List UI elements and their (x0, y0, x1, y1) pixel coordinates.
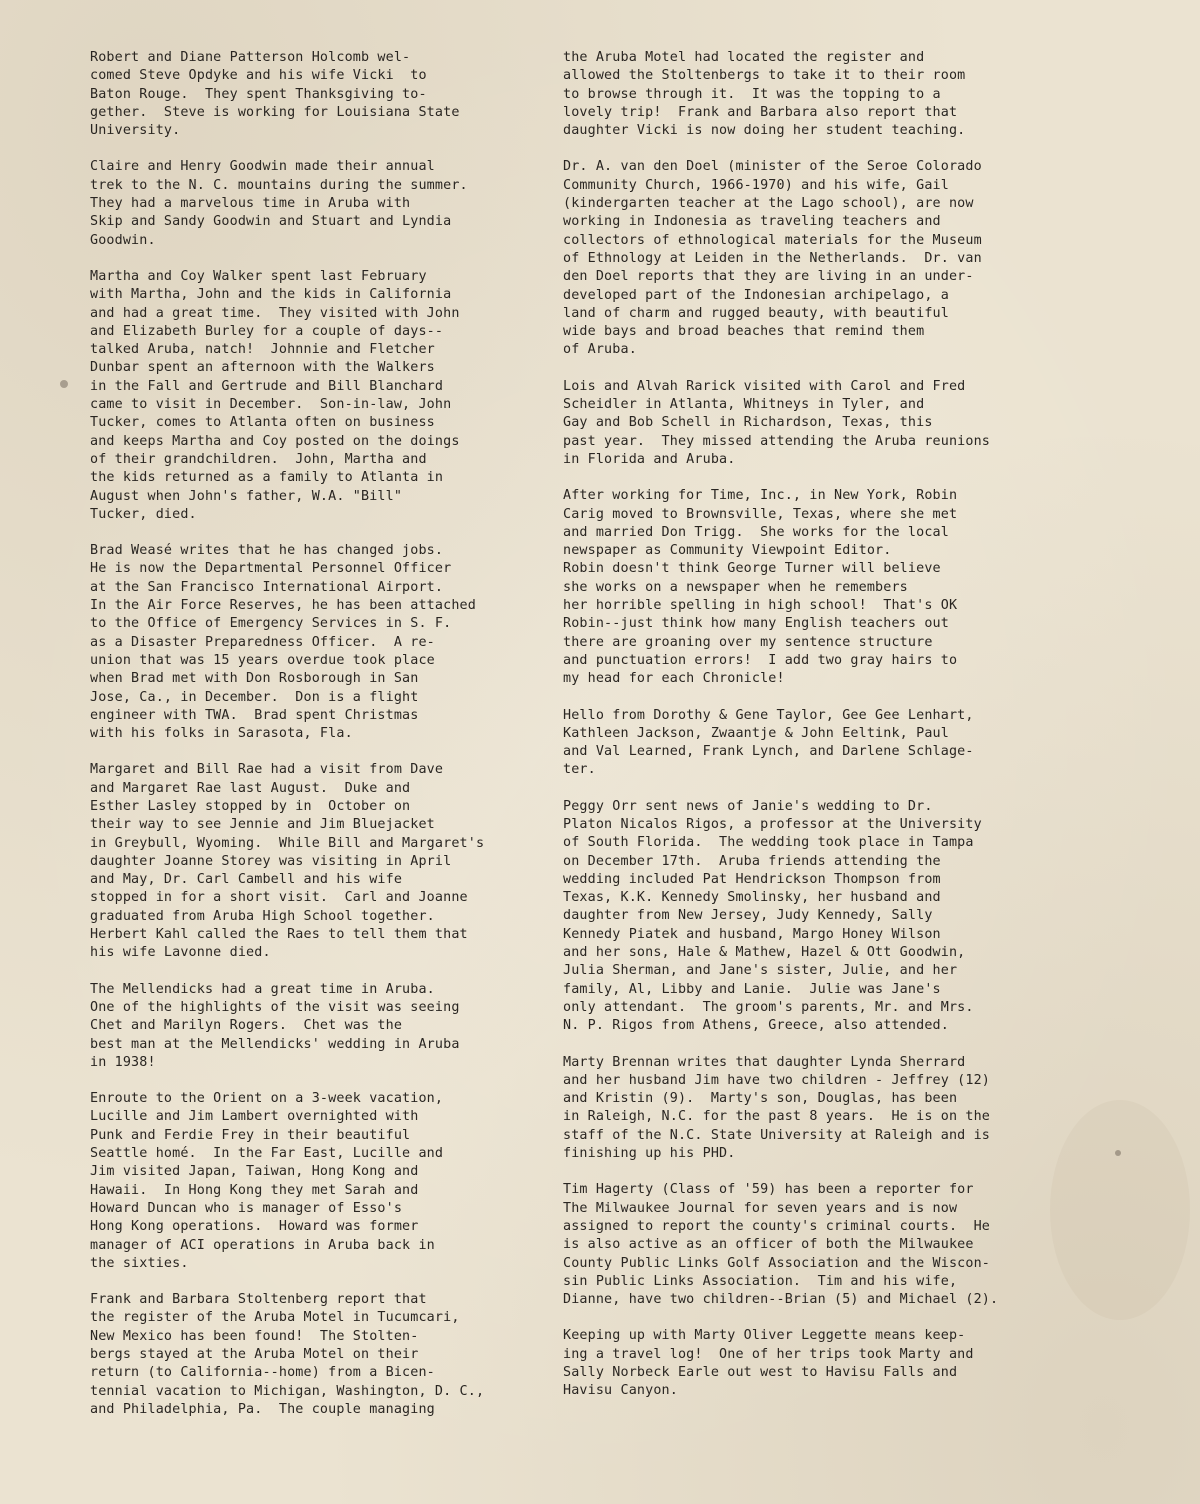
text-line: Tucker, died. (90, 506, 197, 522)
text-line: return (to California--home) from a Bicen- (90, 1365, 435, 1381)
text-line: Havisu Canyon. (563, 1383, 678, 1399)
right-column (563, 49, 1083, 1419)
text-line: Punk and Ferdie Frey in their beautiful (90, 1127, 411, 1143)
text-line: of South Florida. The wedding took place in Tampa (563, 835, 974, 851)
news-paragraph (563, 1054, 1083, 1164)
text-line: Texas, K.K. Kennedy Smolinsky, her husband and (563, 890, 941, 906)
text-line: Goodwin. (90, 232, 156, 248)
text-line: Claire and Henry Goodwin made their annual (90, 159, 435, 175)
text-line: ing a travel log! One of her trips took Marty and (563, 1346, 974, 1362)
text-line: allowed the Stoltenbergs to take it to their room (563, 68, 966, 84)
text-line: Hong Kong operations. Howard was former (90, 1219, 419, 1235)
news-paragraph (90, 1090, 560, 1273)
text-line: County Public Links Golf Association and the Wiscon- (563, 1255, 991, 1271)
text-line: Brad Weasé writes that he has changed jobs. (90, 543, 444, 559)
news-paragraph (563, 487, 1083, 688)
text-line: Community Church, 1966-1970) and his wife, Gail (563, 177, 949, 193)
news-paragraph (563, 1181, 1083, 1309)
text-line: and keeps Martha and Coy posted on the doings (90, 433, 460, 449)
text-line: Sally Norbeck Earle out west to Havisu Falls and (563, 1365, 958, 1380)
ink-spot (60, 380, 68, 388)
text-line: Lois and Alvah Rarick visited with Carol and Fred (563, 378, 966, 394)
text-line: and Margaret Rae last August. Duke and (90, 780, 411, 796)
text-line: daughter Joanne Storey was visiting in April (90, 853, 452, 869)
text-line: Gay and Bob Schell in Richardson, Texas, this (563, 415, 933, 431)
text-line: den Doel reports that they are living in an under- (563, 269, 974, 285)
text-line: New Mexico has been found! The Stolten- (90, 1328, 419, 1344)
text-line: developed part of the Indonesian archipelago, a (563, 287, 949, 303)
news-paragraph (90, 761, 560, 962)
text-line: Esther Lasley stopped by in October on (90, 798, 411, 814)
news-paragraph (90, 981, 560, 1072)
text-line: One of the highlights of the visit was seeing (90, 999, 460, 1015)
news-paragraph (90, 158, 560, 249)
text-line: manager of ACI operations in Aruba back in (90, 1237, 435, 1253)
text-line: bergs stayed at the Aruba Motel on their (90, 1347, 419, 1362)
text-line: and Val Learned, Frank Lynch, and Darlene Schlage- (563, 744, 974, 760)
text-line: my head for each Chronicle! (563, 671, 785, 687)
text-line: in Greybull, Wyoming. While Bill and Margaret's (90, 835, 485, 851)
text-line: daughter from New Jersey, Judy Kennedy, Sally (563, 908, 933, 924)
text-line: They had a marvelous time in Aruba with (90, 196, 411, 212)
text-line: the sixties. (90, 1255, 189, 1271)
text-line: Jim visited Japan, Taiwan, Hong Kong and (90, 1164, 419, 1180)
text-line: assigned to report the county's criminal courts. He (563, 1218, 991, 1234)
text-line: Robin doesn't think George Turner will believe (563, 561, 941, 577)
text-line: came to visit in December. Son-in-law, John (90, 397, 452, 413)
text-line: Robin--just think how many English teachers out (563, 616, 949, 632)
text-line: Tucker, comes to Atlanta often on business (90, 415, 435, 431)
text-line: engineer with TWA. Brad spent Christmas (90, 707, 419, 723)
text-line: Kathleen Jackson, Zwaantje & John Eeltink, Paul (563, 725, 949, 741)
text-line: newspaper as Community Viewpoint Editor. (563, 543, 892, 559)
text-line: of Ethnology at Leiden in the Netherlands. Dr. van (563, 250, 982, 266)
text-line: in Raleigh, N.C. for the past 8 years. He is on the (563, 1109, 991, 1125)
text-line: land of charm and rugged beauty, with beautiful (563, 305, 949, 321)
news-paragraph (563, 1327, 1083, 1400)
text-line: trek to the N. C. mountains during the summer. (90, 177, 468, 193)
text-line: Baton Rouge. They spent Thanksgiving to- (90, 86, 427, 102)
text-line: In the Air Force Reserves, he has been attached (90, 598, 476, 614)
text-line: best man at the Mellendicks' wedding in Aruba (90, 1036, 460, 1052)
text-line: Peggy Orr sent news of Janie's wedding to Dr. (563, 798, 933, 814)
text-line: and her husband Jim have two children - Jeffrey (12) (563, 1072, 991, 1088)
text-line: Margaret and Bill Rae had a visit from Dave (90, 762, 444, 778)
text-line: tennial vacation to Michigan, Washington, D. C., (90, 1383, 485, 1399)
news-paragraph (563, 798, 1083, 1036)
text-line: stopped in for a short visit. Carl and Joanne (90, 890, 468, 906)
text-line: working in Indonesia as traveling teachers and (563, 214, 941, 230)
text-line: the Aruba Motel had located the register and (563, 50, 925, 65)
text-line: wide bays and broad beaches that remind them (563, 324, 925, 340)
text-line: on December 17th. Aruba friends attending the (563, 853, 941, 869)
text-line: union that was 15 years overdue took place (90, 652, 435, 668)
text-line: and Elizabeth Burley for a couple of days-- (90, 323, 444, 339)
ink-spot (1115, 1150, 1121, 1156)
text-line: talked Aruba, natch! Johnnie and Fletcher (90, 342, 435, 358)
text-line: as a Disaster Preparedness Officer. A re- (90, 634, 435, 650)
text-line: August when John's father, W.A. "Bill" (90, 488, 403, 504)
text-line: daughter Vicki is now doing her student teaching. (563, 123, 966, 139)
text-line: The Mellendicks had a great time in Aruba. (90, 981, 435, 997)
news-paragraph (563, 707, 1083, 780)
text-line: and married Don Trigg. She works for the local (563, 524, 949, 540)
text-line: their way to see Jennie and Jim Bluejacket (90, 817, 435, 833)
news-paragraph (563, 378, 1083, 469)
text-line: in the Fall and Gertrude and Bill Blanchard (90, 378, 444, 394)
text-line: Hello from Dorothy & Gene Taylor, Gee Gee Lenhart, (563, 707, 974, 723)
text-line: and Kristin (9). Marty's son, Douglas, has been (563, 1091, 958, 1107)
text-line: in Florida and Aruba. (563, 451, 736, 467)
text-line: and May, Dr. Carl Cambell and his wife (90, 872, 403, 888)
text-line: in 1938! (90, 1054, 156, 1070)
text-line: Dr. A. van den Doel (minister of the Seroe Colorado (563, 159, 982, 175)
text-line: of their grandchildren. John, Martha and (90, 451, 427, 467)
news-paragraph (90, 1291, 560, 1419)
text-line: Robert and Diane Patterson Holcomb wel- (90, 50, 411, 65)
text-line: and had a great time. They visited with John (90, 305, 460, 321)
text-line: Seattle homé. In the Far East, Lucille and (90, 1146, 444, 1162)
text-line: Lucille and Jim Lambert overnighted with (90, 1109, 419, 1125)
text-line: Marty Brennan writes that daughter Lynda Sherrard (563, 1054, 966, 1070)
text-line: Enroute to the Orient on a 3-week vacation, (90, 1091, 444, 1107)
text-line: is also active as an officer of both the Milwaukee (563, 1237, 974, 1253)
text-line: Kennedy Piatek and husband, Margo Honey Wilson (563, 926, 941, 942)
text-line: family, Al, Libby and Lanie. Julie was Jane's (563, 981, 941, 997)
text-line: Chet and Marilyn Rogers. Chet was the (90, 1018, 403, 1034)
text-line: Jose, Ca., in December. Don is a flight (90, 689, 419, 705)
text-line: there are groaning over my sentence structure (563, 634, 933, 650)
text-line: Howard Duncan who is manager of Esso's (90, 1200, 403, 1216)
text-line: at the San Francisco International Airport. (90, 579, 444, 595)
news-paragraph (90, 542, 560, 743)
text-line: Carig moved to Brownsville, Texas, where she met (563, 506, 958, 522)
text-line: Scheidler in Atlanta, Whitneys in Tyler, and (563, 397, 925, 413)
news-paragraph (563, 158, 1083, 359)
text-line: to browse through it. It was the topping to a (563, 86, 941, 102)
text-line: sin Public Links Association. Tim and his wife, (563, 1273, 958, 1289)
text-line: Hawaii. In Hong Kong they met Sarah and (90, 1182, 419, 1198)
text-line: graduated from Aruba High School together. (90, 908, 435, 924)
text-line: Dianne, have two children--Brian (5) and Michael (2). (563, 1292, 999, 1308)
left-column (90, 49, 560, 1437)
text-line: Platon Nicalos Rigos, a professor at the University (563, 816, 982, 832)
text-line: collectors of ethnological materials for the Museum (563, 232, 982, 248)
news-paragraph (90, 49, 560, 140)
text-line: with Martha, John and the kids in California (90, 287, 452, 303)
text-line: and her sons, Hale & Mathew, Hazel & Ott Goodwin, (563, 945, 966, 961)
text-line: staff of the N.C. State University at Raleigh and is (563, 1127, 991, 1143)
text-line: finishing up his PHD. (563, 1146, 736, 1162)
text-line: Herbert Kahl called the Raes to tell them that (90, 927, 468, 943)
text-line: Martha and Coy Walker spent last February (90, 268, 427, 284)
text-line: to the Office of Emergency Services in S. F. (90, 616, 452, 632)
text-line: He is now the Departmental Personnel Officer (90, 561, 452, 577)
text-line: wedding included Pat Hendrickson Thompson from (563, 871, 941, 887)
text-line: After working for Time, Inc., in New York, Robin (563, 488, 958, 504)
text-line: Frank and Barbara Stoltenberg report that (90, 1292, 427, 1308)
text-line: (kindergarten teacher at the Lago school), are now (563, 196, 974, 212)
text-line: ter. (563, 762, 596, 778)
text-line: University. (90, 123, 181, 139)
text-line: Tim Hagerty (Class of '59) has been a reporter for (563, 1182, 974, 1198)
text-line: past year. They missed attending the Aruba reunions (563, 433, 991, 449)
text-line: Dunbar spent an afternoon with the Walkers (90, 360, 435, 376)
text-line: the register of the Aruba Motel in Tucumcari, (90, 1310, 460, 1326)
text-line: with his folks in Sarasota, Fla. (90, 726, 353, 742)
text-line: The Milwaukee Journal for seven years and is now (563, 1200, 958, 1216)
text-line: when Brad met with Don Rosborough in San (90, 671, 419, 687)
text-line: comed Steve Opdyke and his wife Vicki to (90, 68, 427, 84)
text-line: and Philadelphia, Pa. The couple managing (90, 1401, 435, 1417)
text-line: she works on a newspaper when he remembers (563, 579, 908, 595)
text-line: Julia Sherman, and Jane's sister, Julie, and her (563, 963, 958, 979)
news-paragraph (90, 268, 560, 524)
text-line: her horrible spelling in high school! That's OK (563, 598, 958, 614)
news-paragraph (563, 49, 1083, 140)
text-line: the kids returned as a family to Atlanta in (90, 470, 444, 486)
text-line: gether. Steve is working for Louisiana State (90, 104, 460, 120)
text-line: of Aruba. (563, 342, 637, 358)
text-line: Skip and Sandy Goodwin and Stuart and Lyndia (90, 214, 452, 230)
text-line: his wife Lavonne died. (90, 945, 271, 961)
text-line: N. P. Rigos from Athens, Greece, also attended. (563, 1018, 949, 1034)
text-line: only attendant. The groom's parents, Mr. and Mrs. (563, 999, 974, 1015)
text-line: and punctuation errors! I add two gray hairs to (563, 652, 958, 668)
text-line: Keeping up with Marty Oliver Leggette means keep- (563, 1328, 966, 1344)
text-line: lovely trip! Frank and Barbara also report that (563, 104, 958, 120)
